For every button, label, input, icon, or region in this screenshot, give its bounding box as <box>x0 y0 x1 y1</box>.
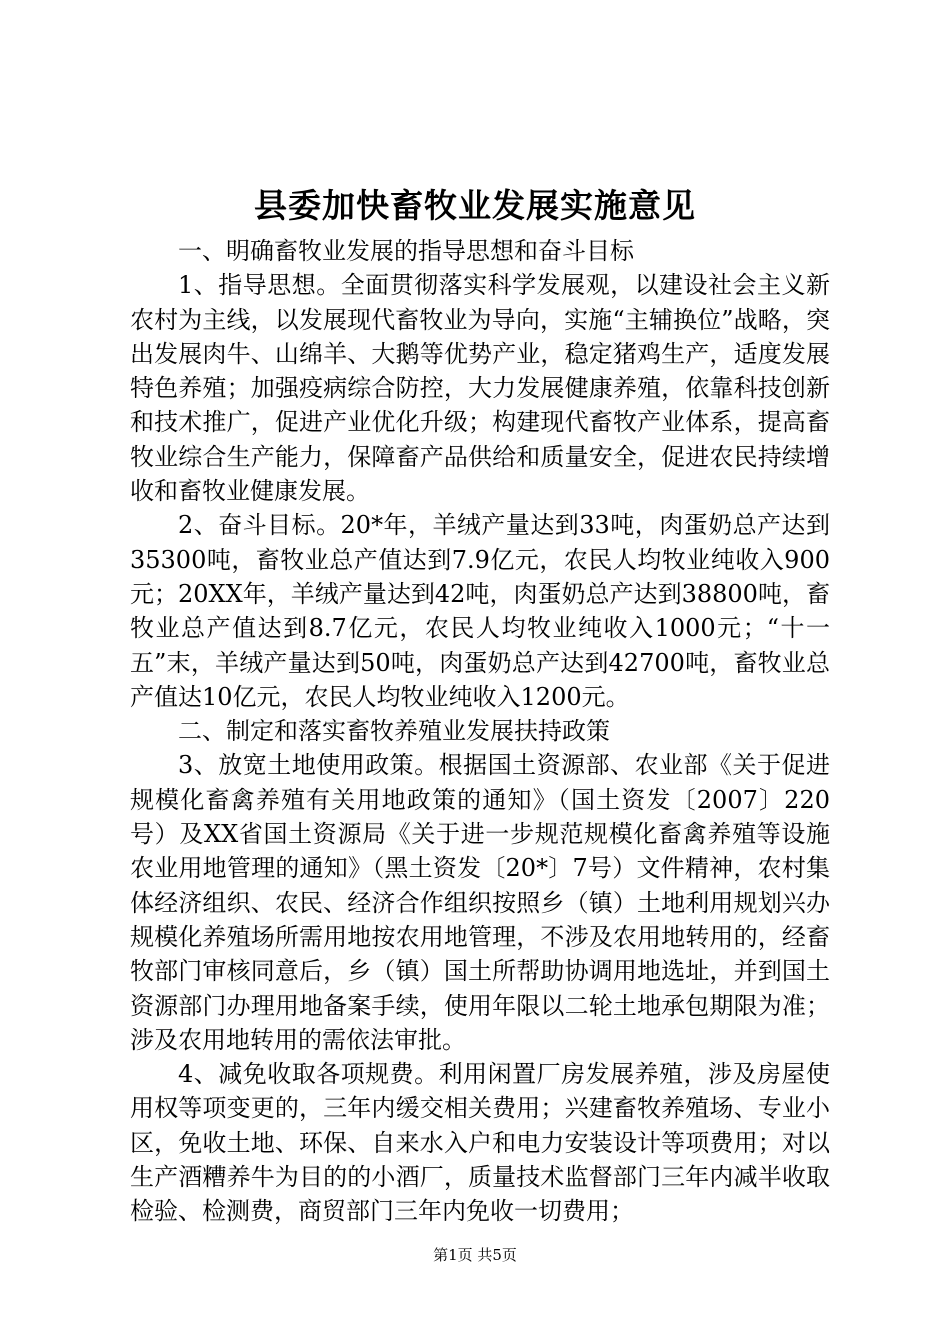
section-heading-2: 二、制定和落实畜牧养殖业发展扶持政策 <box>178 717 610 746</box>
document-body <box>130 234 830 1229</box>
document-title: 县委加快畜牧业发展实施意见 <box>254 186 696 225</box>
page-footer: 第1页 共5页 <box>433 1246 517 1264</box>
paragraph-fee-reduction: 4、减免收取各项规费。利用闲置厂房发展养殖，涉及房屋使用权等项变更的，三年内缓交相关费用；兴建畜牧养殖场、专业小区，免收土地、环保、自来水入户和电力安装设计等项费用；对以生产酒糟养牛为目的的小酒厂，质量技术监督部门三年内减半收取检验、检测费，商贸部门三年内免收一切费用； <box>130 1060 830 1226</box>
paragraph-guiding-ideology: 1、指导思想。全面贯彻落实科学发展观，以建设社会主义新农村为主线，以发展现代畜牧业为导向，实施“主辅换位”战略，突出发展肉牛、山绵羊、大鹅等优势产业，稳定猪鸡生产，适度发展特色养殖；加强疫病综合防控，大力发展健康养殖，依靠科技创新和技术推广，促进产业优化升级；构建现代畜牧产业体系，提高畜牧业综合生产能力，保障畜产品供给和质量安全，促进农民持续增收和畜牧业健康发展。 <box>130 271 830 506</box>
section-heading-1: 一、明确畜牧业发展的指导思想和奋斗目标 <box>178 237 634 265</box>
paragraph-land-policy: 3、放宽土地使用政策。根据国土资源部、农业部《关于促进规模化畜禽养殖有关用地政策的通知》（国土资发〔2007〕220号）及XX省国土资源局《关于进一步规范规模化畜禽养殖等设施农业用地管理的通知》（黑土资发〔20*〕7号）文件精神，农村集体经济组织、农民、经济合作组织按照乡（镇）土地利用规划兴办规模化养殖场所需用地按农用地管理，不涉及农用地转用的，经畜牧部门审核同意后，乡（镇）国土所帮助协调用地选址，并到国土资源部门办理用地备案手续，使用年限以二轮土地承包期限为准；涉及农用地转用的需依法审批。 <box>130 751 830 1054</box>
paragraph-goals: 2、奋斗目标。20*年，羊绒产量达到33吨，肉蛋奶总产达到35300吨，畜牧业总产值达到7.9亿元，农民人均牧业纯收入900元；20XX年，羊绒产量达到42吨，肉蛋奶总产达到38800吨，畜牧业总产值达到8.7亿元，农民人均牧业纯收入1000元；“十一五”末，羊绒产量达到50吨，肉蛋奶总产达到42700吨，畜牧业总产值达10亿元，农民人均牧业纯收入1200元。 <box>130 511 830 711</box>
